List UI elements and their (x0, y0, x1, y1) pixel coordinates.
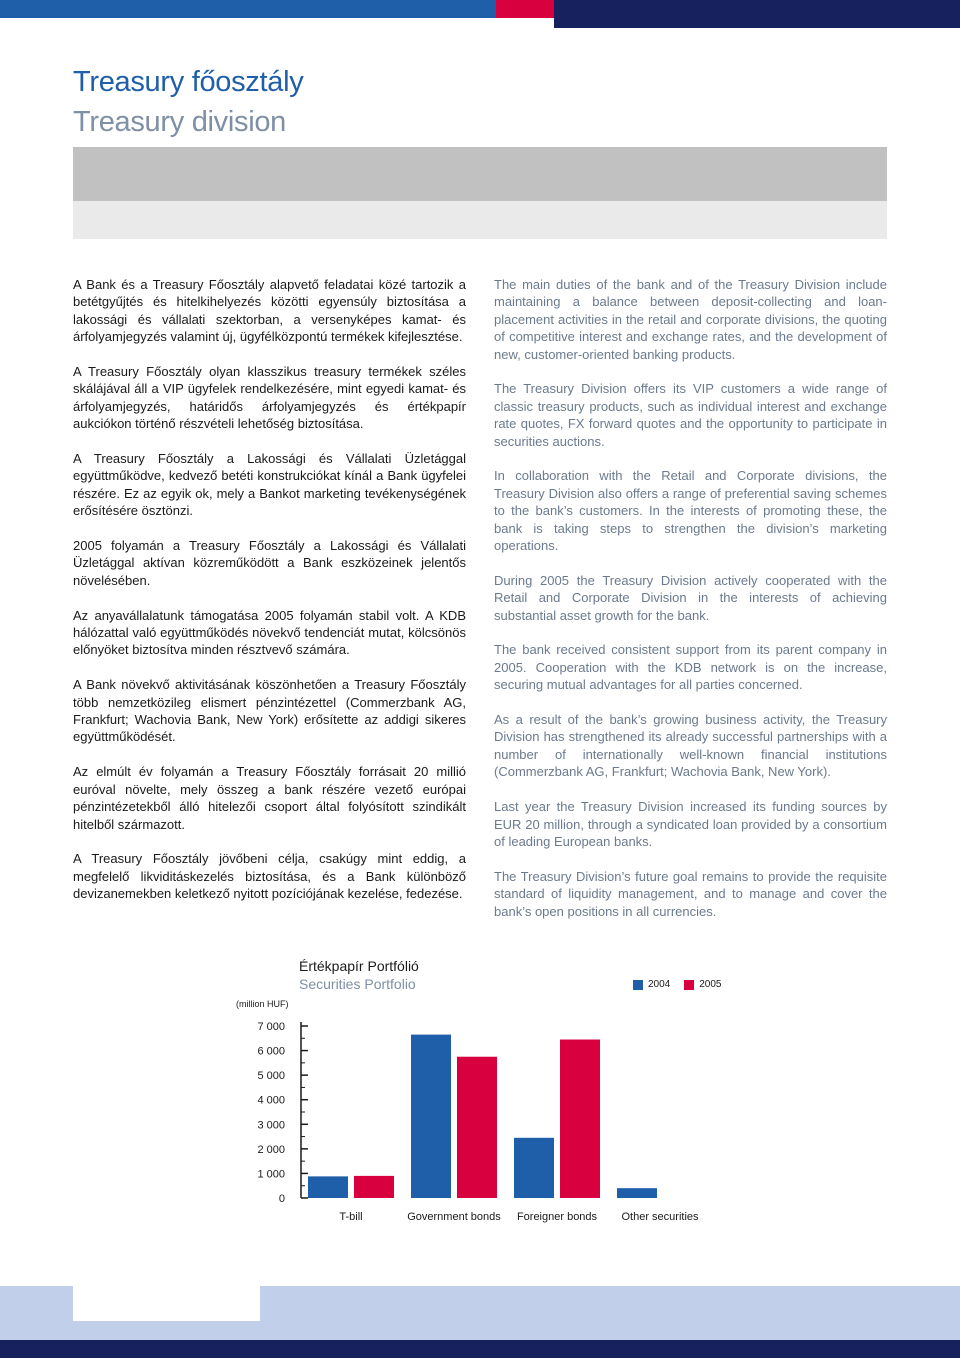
top-bar-navy (554, 0, 960, 28)
hu-paragraph-1: A Bank és a Treasury Főosztály alapvető feladatai közé tartozik a betétgyűjtés és hitelkihelyezés közötti egyensúly biztosítása a lakossági és vállalati szektorban, a versenyképes kamat- és árfolyamjegyzés valamint új, ügyfélközpontú termékek kifejlesztése. (73, 277, 466, 345)
hu-paragraph-3: A Treasury Főosztály a Lakossági és Vállalati Üzletággal együttműködve, kedvező betéti konstrukciókat kínál a Bank ügyfelei részére. Ez az egyik ok, mely a Bankot marketing tevékenységének erősítésére ösztönzi. (73, 451, 466, 519)
hu-paragraph-4: 2005 folyamán a Treasury Főosztály a Lakossági és Vállalati Üzletággal aktívan közreműködött a Bank eszközeinek jelentős növelésében. (73, 538, 466, 588)
bar-t-bill-2005 (354, 1176, 394, 1198)
footer-white-box (73, 1286, 260, 1321)
x-category-label-2: Foreigner bonds (516, 1211, 598, 1223)
x-category-label-0: T-bill (339, 1211, 363, 1223)
bar-foreigner-bonds-2005 (560, 1040, 600, 1198)
en-paragraph-2: The Treasury Division offers its VIP customers a wide range of classic treasury products, such as individual interest and exchange rate quotes, FX forward quotes and the opportunity to participate in securities auctions. (494, 381, 887, 449)
top-bar-blue (0, 0, 496, 18)
bar-government-bonds-2005 (457, 1057, 497, 1198)
hu-paragraph-8: A Treasury Főosztály jövőbeni célja, csakúgy mint eddig, a megfelelő likviditáskezelés biztosítása, és a Bank különböző devizanemekben keletkező nyitott pozíciójának kezelése, fedezése. (73, 851, 466, 902)
header-grey-band (73, 147, 887, 201)
bar-government-bonds-2004 (411, 1035, 451, 1198)
x-category-label-3: Other securities (621, 1211, 699, 1223)
y-tick-label-7: 7 000 (257, 1021, 285, 1033)
y-tick-label-0: 0 (278, 1193, 285, 1205)
en-paragraph-4: During 2005 the Treasury Division actively cooperated with the Retail and Corporate Division in the interests of achieving substantial asset growth for the bank. (494, 572, 887, 623)
hu-paragraph-6: A Bank növekvő aktivitásának köszönhetően a Treasury Főosztály több nemzetközileg elismert pénzintézettel (Commerzbank AG, Frankfurt; Wachovia Bank, New York) erősítette az addigi sikeres együttműködését. (73, 677, 466, 745)
y-tick-label-5: 5 000 (257, 1070, 285, 1083)
english-text-column (494, 276, 887, 937)
legend-label-2005: 2005 (699, 979, 722, 990)
y-tick-label-6: 6 000 (257, 1045, 285, 1058)
bar-foreigner-bonds-2004 (514, 1138, 554, 1198)
en-paragraph-3: In collaboration with the Retail and Corporate divisions, the Treasury Division also offers a range of preferential saving schemes to the bank’s customers. In the interests of promoting these, the bank is taking steps to strengthen the division’s marketing operations. (494, 468, 887, 554)
en-paragraph-1: The main duties of the bank and of the Treasury Division include maintaining a balance between deposit-collecting and loan-placement activities in the retail and corporate divisions, the quoting of competitive interest and exchange rates, and the development of new, customer-oriented banking products. (494, 277, 887, 362)
hu-paragraph-5: Az anyavállalatunk támogatása 2005 folyamán stabil volt. A KDB hálózattal való együttműködés növekvő tendenciát mutat, kölcsönös előnyöket biztosítva minden résztvevő számára. (73, 607, 466, 658)
chart-subtitle: Securities Portfolio (299, 976, 416, 992)
y-tick-label-4: 4 000 (257, 1094, 285, 1107)
en-paragraph-7: Last year the Treasury Division increased its funding sources by EUR 20 million, through a syndicated loan provided by a consortium of leading European banks. (494, 799, 887, 849)
hungarian-text-column (73, 276, 466, 920)
hu-paragraph-7: Az elmúlt év folyamán a Treasury Főosztály forrásait 20 millió euróval növelte, mely összeg a bank részére vezető európai pénzintézetekből álló hitelezői csoport által folyósított szindikált hitelből származott. (73, 764, 466, 832)
bar-other-securities-2004 (617, 1188, 657, 1198)
footer-navy-bar (0, 1340, 960, 1358)
en-paragraph-6: As a result of the bank’s growing business activity, the Treasury Division has strengthened its already successful partnerships with a number of internationally well-known financial institutions (Commerzbank AG, Frankfurt; Wachovia Bank, New York). (494, 712, 887, 780)
page-title-english: Treasury division (73, 106, 287, 138)
bar-t-bill-2004 (308, 1176, 348, 1198)
header-light-band (73, 201, 887, 239)
legend-label-2004: 2004 (648, 979, 671, 990)
chart-unit-label: (million HUF) (236, 999, 289, 1009)
y-tick-label-1: 1 000 (257, 1168, 285, 1181)
en-paragraph-5: The bank received consistent support from its parent company in 2005. Cooperation with the KDB network is on the increase, securing mutual advantages for all parties concerned. (494, 642, 887, 693)
securities-portfolio-chart (0, 940, 960, 1240)
chart-title: Értékpapír Portfólió (299, 958, 419, 974)
hu-paragraph-2: A Treasury Főosztály olyan klasszikus treasury termékek széles skálájával áll a VIP ügyfelek rendelkezésére, mint egyedi kamat- és árfolyamjegyzés, határidős árfolyamjegyzés és értékpapír aukciókon történő részvételi lehetőség biztosítása. (73, 364, 466, 432)
page-title-hungarian: Treasury főosztály (73, 66, 304, 98)
en-paragraph-8: The Treasury Division’s future goal remains to provide the requisite standard of liquidity management, and to manage and cover the bank’s open positions in all currencies. (494, 868, 887, 919)
y-tick-label-3: 3 000 (257, 1119, 285, 1132)
top-bar-red (496, 0, 554, 18)
x-category-label-1: Government bonds (407, 1211, 501, 1223)
y-tick-label-2: 2 000 (257, 1143, 285, 1156)
